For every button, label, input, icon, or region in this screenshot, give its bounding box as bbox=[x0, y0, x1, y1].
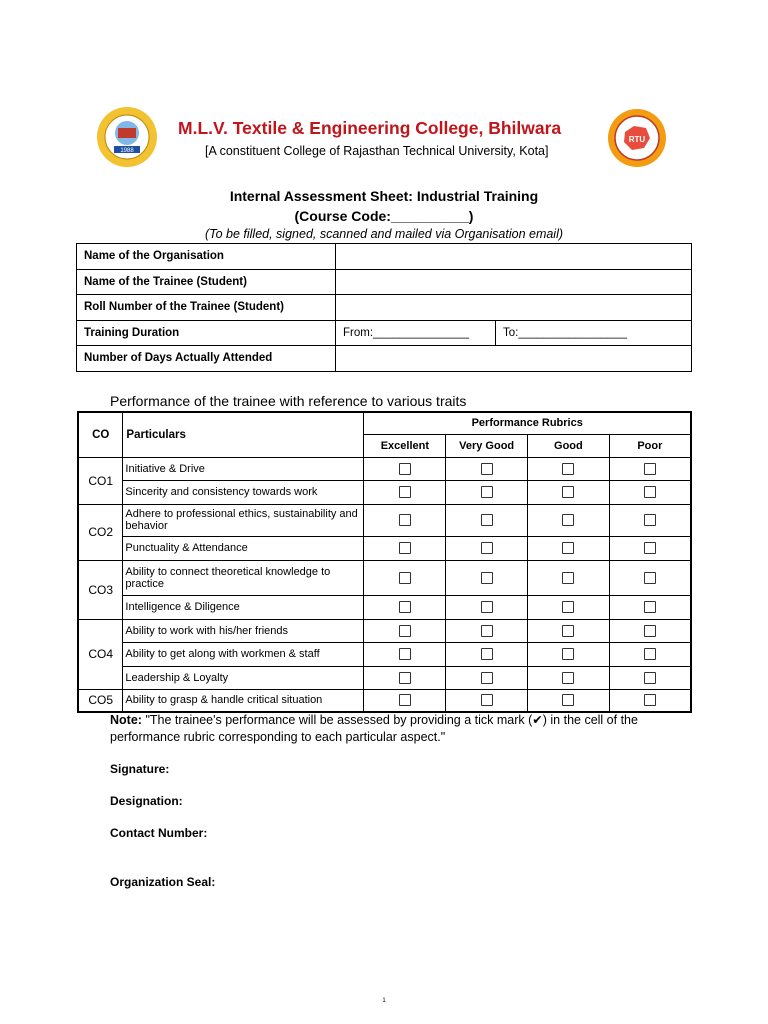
svg-text:RTU: RTU bbox=[628, 135, 646, 144]
rubric-poor: Poor bbox=[609, 434, 691, 457]
particular: Intelligence & Diligence bbox=[123, 595, 364, 619]
checkbox-icon[interactable] bbox=[399, 625, 411, 637]
checkbox-icon[interactable] bbox=[399, 601, 411, 613]
checkbox-icon[interactable] bbox=[481, 486, 493, 498]
checkbox-icon[interactable] bbox=[399, 486, 411, 498]
checkbox-cell[interactable] bbox=[609, 689, 691, 712]
checkbox-cell[interactable] bbox=[528, 560, 610, 595]
particular: Ability to get along with workmen & staff bbox=[123, 642, 364, 666]
table-row bbox=[78, 666, 691, 689]
note-body: "The trainee's performance will be assessed by providing a tick mark (✔) in the cell of the performance rubric corresponding to each particular aspect." bbox=[110, 713, 638, 744]
checkbox-icon[interactable] bbox=[562, 648, 574, 660]
college-logo-icon bbox=[96, 106, 158, 168]
checkbox-cell[interactable] bbox=[446, 666, 528, 689]
checkbox-icon[interactable] bbox=[481, 514, 493, 526]
table-row bbox=[77, 295, 692, 321]
checkbox-cell[interactable] bbox=[446, 560, 528, 595]
university-logo-icon bbox=[606, 108, 668, 168]
checkbox-cell[interactable] bbox=[446, 619, 528, 642]
college-name: M.L.V. Textile & Engineering College, Bhilwara bbox=[178, 118, 562, 138]
checkbox-cell[interactable] bbox=[364, 457, 446, 480]
checkbox-cell[interactable] bbox=[609, 560, 691, 595]
org-value-cell[interactable] bbox=[336, 244, 692, 270]
instruction-text: (To be filled, signed, scanned and mailed via Organisation email) bbox=[204, 227, 564, 241]
co-label: CO3 bbox=[78, 560, 123, 619]
table-row bbox=[77, 269, 692, 295]
college-subtitle: [A constituent College of Rajasthan Technical University, Kota] bbox=[205, 144, 549, 158]
checkbox-icon[interactable] bbox=[481, 572, 493, 584]
organization-seal-label: Organization Seal: bbox=[110, 875, 216, 889]
particular: Ability to connect theoretical knowledge to practice bbox=[123, 560, 364, 595]
performance-table bbox=[77, 411, 692, 713]
co-label: CO5 bbox=[78, 689, 123, 712]
checkbox-icon[interactable] bbox=[562, 625, 574, 637]
roll-value-cell[interactable] bbox=[336, 295, 692, 321]
note-label: Note: bbox=[110, 713, 142, 727]
table-row bbox=[78, 457, 691, 480]
checkbox-cell[interactable] bbox=[609, 504, 691, 536]
checkbox-cell[interactable] bbox=[364, 536, 446, 560]
checkbox-cell[interactable] bbox=[446, 689, 528, 712]
roll-label: Roll Number of the Trainee (Student) bbox=[77, 295, 336, 321]
checkbox-icon[interactable] bbox=[644, 486, 656, 498]
checkbox-icon[interactable] bbox=[644, 648, 656, 660]
particular: Leadership & Loyalty bbox=[123, 666, 364, 689]
table-row bbox=[78, 480, 691, 504]
checkbox-cell[interactable] bbox=[364, 619, 446, 642]
checkbox-icon[interactable] bbox=[481, 672, 493, 684]
checkbox-icon[interactable] bbox=[562, 672, 574, 684]
table-row bbox=[78, 689, 691, 712]
checkbox-cell[interactable] bbox=[528, 689, 610, 712]
checkbox-icon[interactable] bbox=[644, 463, 656, 475]
checkbox-icon[interactable] bbox=[399, 463, 411, 475]
checkbox-cell[interactable] bbox=[609, 642, 691, 666]
co-label: CO1 bbox=[78, 457, 123, 504]
table-row bbox=[78, 412, 691, 434]
org-label: Name of the Organisation bbox=[77, 244, 336, 270]
table-row bbox=[78, 619, 691, 642]
rubric-very-good: Very Good bbox=[446, 434, 528, 457]
particular: Ability to grasp & handle critical situation bbox=[123, 689, 364, 712]
signature-label: Signature: bbox=[110, 762, 170, 776]
particular: Initiative & Drive bbox=[123, 457, 364, 480]
checkbox-cell[interactable] bbox=[528, 642, 610, 666]
checkbox-cell[interactable] bbox=[364, 666, 446, 689]
checkbox-cell[interactable] bbox=[364, 689, 446, 712]
checkbox-cell[interactable] bbox=[528, 666, 610, 689]
checkbox-icon[interactable] bbox=[399, 694, 411, 706]
course-code: (Course Code:__________) bbox=[294, 208, 474, 224]
table-row bbox=[78, 642, 691, 666]
particular: Sincerity and consistency towards work bbox=[123, 480, 364, 504]
checkbox-icon[interactable] bbox=[399, 514, 411, 526]
trainee-label: Name of the Trainee (Student) bbox=[77, 269, 336, 295]
checkbox-cell[interactable] bbox=[364, 642, 446, 666]
checkbox-icon[interactable] bbox=[644, 601, 656, 613]
co-label: CO4 bbox=[78, 619, 123, 689]
checkbox-icon[interactable] bbox=[562, 486, 574, 498]
checkbox-icon[interactable] bbox=[562, 542, 574, 554]
page-header bbox=[0, 100, 768, 180]
sheet-title: Internal Assessment Sheet: Industrial Training bbox=[229, 188, 539, 204]
checkbox-cell[interactable] bbox=[609, 666, 691, 689]
table-row bbox=[77, 320, 692, 346]
checkbox-icon[interactable] bbox=[481, 694, 493, 706]
table-row bbox=[77, 346, 692, 372]
checkbox-icon[interactable] bbox=[644, 514, 656, 526]
col-co: CO bbox=[78, 412, 123, 457]
checkbox-cell[interactable] bbox=[446, 480, 528, 504]
checkbox-icon[interactable] bbox=[399, 648, 411, 660]
note-text bbox=[110, 712, 670, 746]
days-value-cell[interactable] bbox=[336, 346, 692, 372]
checkbox-icon[interactable] bbox=[399, 572, 411, 584]
svg-text:1988: 1988 bbox=[120, 148, 134, 154]
checkbox-icon[interactable] bbox=[481, 542, 493, 554]
col-particulars: Particulars bbox=[123, 412, 364, 457]
checkbox-cell[interactable] bbox=[528, 536, 610, 560]
checkbox-icon[interactable] bbox=[562, 572, 574, 584]
checkbox-icon[interactable] bbox=[562, 463, 574, 475]
table-row bbox=[78, 504, 691, 536]
checkbox-cell[interactable] bbox=[364, 560, 446, 595]
to-cell[interactable]: To:_________________ bbox=[496, 320, 692, 346]
checkbox-cell[interactable] bbox=[528, 595, 610, 619]
checkbox-icon[interactable] bbox=[399, 672, 411, 684]
checkbox-cell[interactable] bbox=[609, 480, 691, 504]
particular: Adhere to professional ethics, sustainability and behavior bbox=[123, 504, 364, 536]
designation-label: Designation: bbox=[110, 794, 183, 808]
checkbox-icon[interactable] bbox=[644, 672, 656, 684]
checkbox-cell[interactable] bbox=[364, 504, 446, 536]
performance-heading: Performance of the trainee with reference to various traits bbox=[110, 393, 467, 409]
page-number: 1 bbox=[382, 998, 386, 1004]
from-cell[interactable]: From:_______________ bbox=[336, 320, 496, 346]
checkbox-icon[interactable] bbox=[481, 463, 493, 475]
checkbox-cell[interactable] bbox=[446, 642, 528, 666]
checkbox-cell[interactable] bbox=[364, 595, 446, 619]
rubric-good: Good bbox=[528, 434, 610, 457]
checkbox-cell[interactable] bbox=[609, 457, 691, 480]
table-row bbox=[78, 560, 691, 595]
table-row bbox=[78, 536, 691, 560]
checkbox-cell[interactable] bbox=[528, 457, 610, 480]
checkbox-cell[interactable] bbox=[609, 619, 691, 642]
checkbox-cell[interactable] bbox=[528, 480, 610, 504]
co-label: CO2 bbox=[78, 504, 123, 560]
table-row bbox=[78, 595, 691, 619]
checkbox-cell[interactable] bbox=[446, 536, 528, 560]
checkbox-icon[interactable] bbox=[644, 625, 656, 637]
trainee-info-table bbox=[76, 243, 692, 372]
checkbox-icon[interactable] bbox=[481, 601, 493, 613]
checkbox-cell[interactable] bbox=[609, 595, 691, 619]
checkbox-cell[interactable] bbox=[446, 595, 528, 619]
checkbox-icon[interactable] bbox=[562, 514, 574, 526]
checkbox-icon[interactable] bbox=[399, 542, 411, 554]
col-rubrics: Performance Rubrics bbox=[364, 412, 691, 434]
table-row bbox=[77, 244, 692, 270]
contact-number-label: Contact Number: bbox=[110, 826, 208, 840]
checkbox-icon[interactable] bbox=[562, 601, 574, 613]
particular: Ability to work with his/her friends bbox=[123, 619, 364, 642]
checkbox-icon[interactable] bbox=[644, 694, 656, 706]
checkbox-cell[interactable] bbox=[528, 504, 610, 536]
checkbox-icon[interactable] bbox=[644, 542, 656, 554]
checkbox-icon[interactable] bbox=[644, 572, 656, 584]
particular: Punctuality & Attendance bbox=[123, 536, 364, 560]
rubric-excellent: Excellent bbox=[364, 434, 446, 457]
checkbox-cell[interactable] bbox=[446, 504, 528, 536]
checkbox-cell[interactable] bbox=[528, 619, 610, 642]
checkbox-cell[interactable] bbox=[364, 480, 446, 504]
checkbox-icon[interactable] bbox=[481, 648, 493, 660]
trainee-value-cell[interactable] bbox=[336, 269, 692, 295]
checkbox-cell[interactable] bbox=[609, 536, 691, 560]
checkbox-icon[interactable] bbox=[562, 694, 574, 706]
checkbox-cell[interactable] bbox=[446, 457, 528, 480]
days-label: Number of Days Actually Attended bbox=[77, 346, 336, 372]
duration-label: Training Duration bbox=[77, 320, 336, 346]
checkbox-icon[interactable] bbox=[481, 625, 493, 637]
